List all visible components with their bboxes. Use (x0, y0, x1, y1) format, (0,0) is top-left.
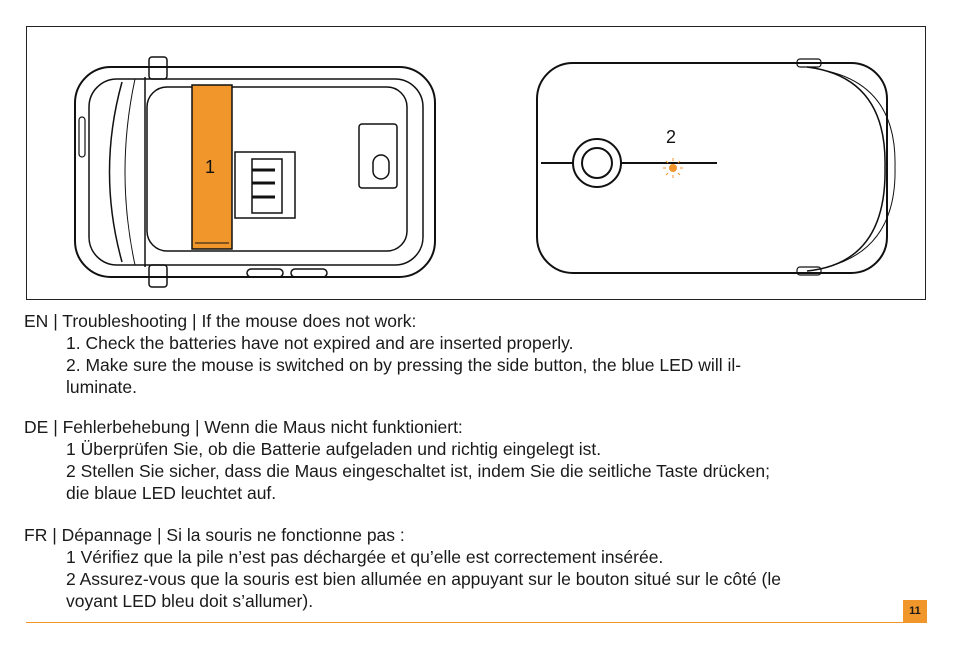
footer-divider (26, 622, 927, 623)
section-title: Troubleshooting (62, 311, 188, 331)
lang-code: EN (24, 311, 49, 331)
lang-code: FR (24, 525, 48, 545)
section-intro: Si la souris ne fonctionne pas : (166, 525, 405, 545)
step-2: 2. Make sure the mouse is switched on by pressing the side button, the blue LED will il- (66, 355, 742, 375)
mouse-bottom-view (75, 57, 435, 287)
separator: | (157, 525, 162, 545)
section-intro: Wenn die Maus nicht funktioniert: (204, 417, 463, 437)
separator: | (192, 311, 197, 331)
section-fr (24, 524, 781, 612)
section-heading (24, 524, 781, 546)
step-2: 2 Stellen Sie sicher, dass die Maus eingeschaltet ist, indem Sie die seitliche Taste drücken; (66, 461, 770, 481)
section-heading (24, 310, 741, 332)
separator: | (52, 525, 57, 545)
mouse-diagrams (27, 27, 927, 301)
section-title: Dépannage (61, 525, 153, 545)
callout-led: 2 (666, 127, 677, 147)
separator: | (194, 417, 200, 437)
step-2-continued: luminate. (66, 377, 138, 397)
mouse-top-view (537, 59, 895, 275)
separator: | (53, 311, 58, 331)
section-heading (24, 416, 770, 438)
step-1: 1. Check the batteries have not expired and are inserted properly. (66, 333, 574, 353)
step-2: 2 Assurez-vous que la souris est bien allumée en appuyant sur le bouton situé sur le côté (le (66, 569, 781, 589)
callout-battery: 1 (205, 157, 216, 177)
step-2-continued: voyant LED bleu doit s’allumer). (66, 591, 314, 611)
product-illustration (26, 26, 926, 300)
separator: | (53, 417, 58, 437)
lang-code: DE (24, 417, 49, 437)
section-en (24, 310, 741, 398)
section-title: Fehlerbehebung (62, 417, 191, 437)
section-intro: If the mouse does not work: (201, 311, 417, 331)
section-de (24, 416, 770, 504)
step-1: 1 Überprüfen Sie, ob die Batterie aufgeladen und richtig eingelegt ist. (66, 439, 602, 459)
page-number-badge: 11 (903, 600, 927, 622)
step-1: 1 Vérifiez que la pile n’est pas déchargée et qu’elle est correctement insérée. (66, 547, 664, 567)
step-2-continued: die blaue LED leuchtet auf. (66, 483, 277, 503)
led-indicator (663, 158, 683, 178)
